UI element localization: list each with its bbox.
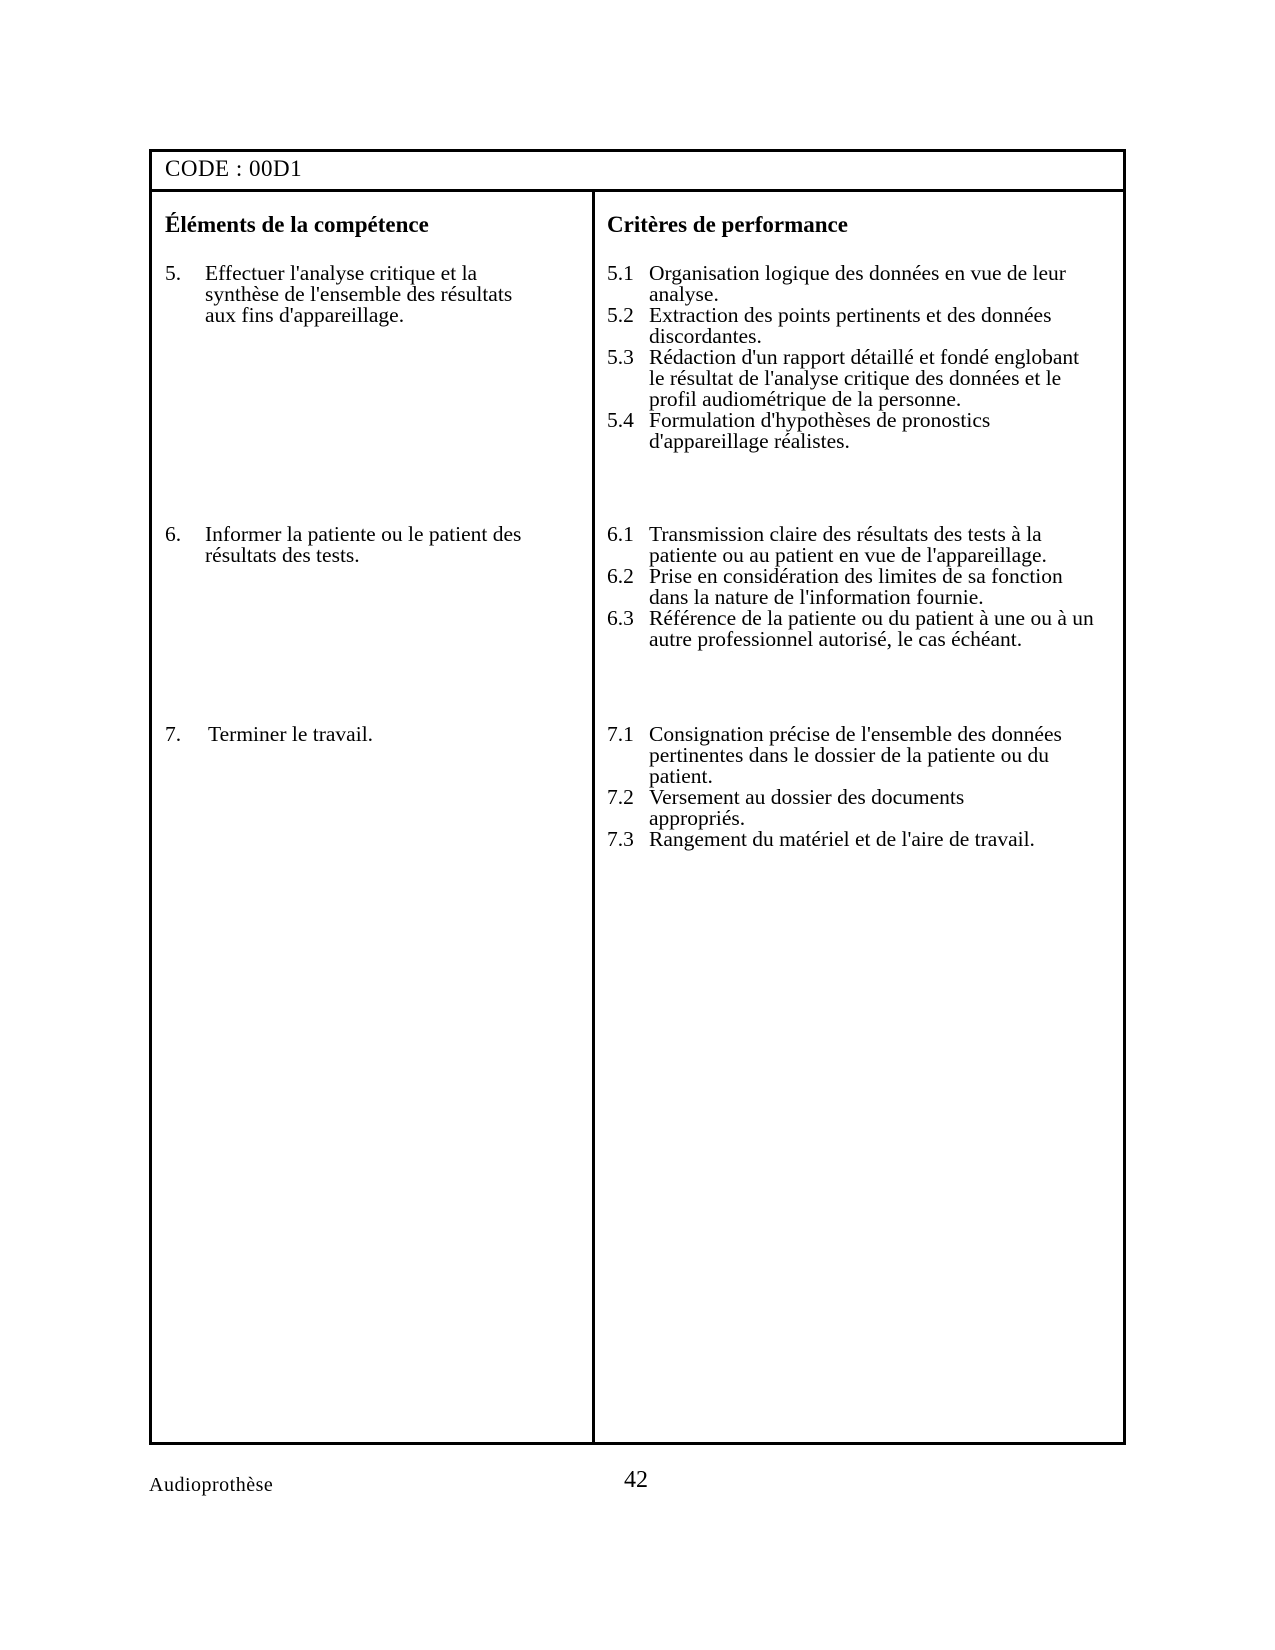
criterion-item xyxy=(607,263,1077,305)
criterion-item xyxy=(607,608,1099,650)
criterion-text: Prise en considération des limites de sa fonction dans la nature de l'information fournie. xyxy=(649,564,1063,609)
elements-column xyxy=(152,192,592,1442)
criterion-text: Référence de la patiente ou du patient à une ou à un autre professionnel autorisé, le cas échéant. xyxy=(649,606,1094,651)
criterion-number: 7.3 xyxy=(607,827,634,851)
criterion-number: 7.2 xyxy=(607,785,634,809)
element-number: 7. xyxy=(165,722,182,746)
criterion-number: 5.2 xyxy=(607,303,634,327)
criterion-item xyxy=(607,347,1089,410)
criterion-number: 6.1 xyxy=(607,522,634,546)
criterion-item xyxy=(607,829,1077,850)
criterion-text: Rangement du matériel et de l'aire de travail. xyxy=(649,827,1035,851)
code-label: CODE : 00D1 xyxy=(152,152,1123,192)
criterion-number: 5.4 xyxy=(607,408,634,432)
criterion-number: 5.3 xyxy=(607,345,634,369)
criterion-item xyxy=(607,724,1077,787)
criteria-group-7 xyxy=(607,724,1077,850)
criterion-item xyxy=(607,787,1049,829)
criterion-number: 7.1 xyxy=(607,722,634,746)
element-number: 6. xyxy=(165,522,182,546)
criterion-text: Formulation d'hypothèses de pronostics d'appareillage réalistes. xyxy=(649,408,991,453)
criteria-heading: Critères de performance xyxy=(607,212,848,237)
competency-table xyxy=(149,149,1126,1445)
criterion-item xyxy=(607,566,1077,608)
criterion-number: 6.2 xyxy=(607,564,634,588)
elements-heading: Éléments de la compétence xyxy=(165,212,429,237)
element-number: 5. xyxy=(165,261,182,285)
page-number: 42 xyxy=(624,1467,648,1493)
criterion-text: Rédaction d'un rapport détaillé et fondé englobant le résultat de l'analyse critique des données et le profil audiométrique de la personne. xyxy=(649,345,1080,411)
criterion-text: Transmission claire des résultats des tests à la patiente ou au patient en vue de l'appareillage. xyxy=(649,522,1047,567)
criteria-group-6 xyxy=(607,522,1094,651)
criterion-text: Organisation logique des données en vue de leur analyse. xyxy=(649,261,1066,306)
criterion-item xyxy=(607,410,1059,452)
criterion-item xyxy=(607,305,1077,347)
criteria-group-5 xyxy=(607,261,1080,453)
criterion-number: 6.3 xyxy=(607,606,634,630)
element-text: Terminer le travail. xyxy=(208,722,374,746)
footer-program-name: Audioprothèse xyxy=(149,1474,274,1496)
criterion-number: 5.1 xyxy=(607,261,634,285)
criterion-item xyxy=(607,524,1077,566)
criterion-text: Extraction des points pertinents et des données discordantes. xyxy=(649,303,1052,348)
element-text: Informer la patiente ou le patient des résultats des tests. xyxy=(205,522,522,567)
element-text: Effectuer l'analyse critique et la synthèse de l'ensemble des résultats aux fins d'appareillage. xyxy=(205,261,513,327)
criterion-text: Versement au dossier des documents appropriés. xyxy=(649,785,965,830)
criterion-text: Consignation précise de l'ensemble des données pertinentes dans le dossier de la patiente ou du patient. xyxy=(649,722,1062,788)
